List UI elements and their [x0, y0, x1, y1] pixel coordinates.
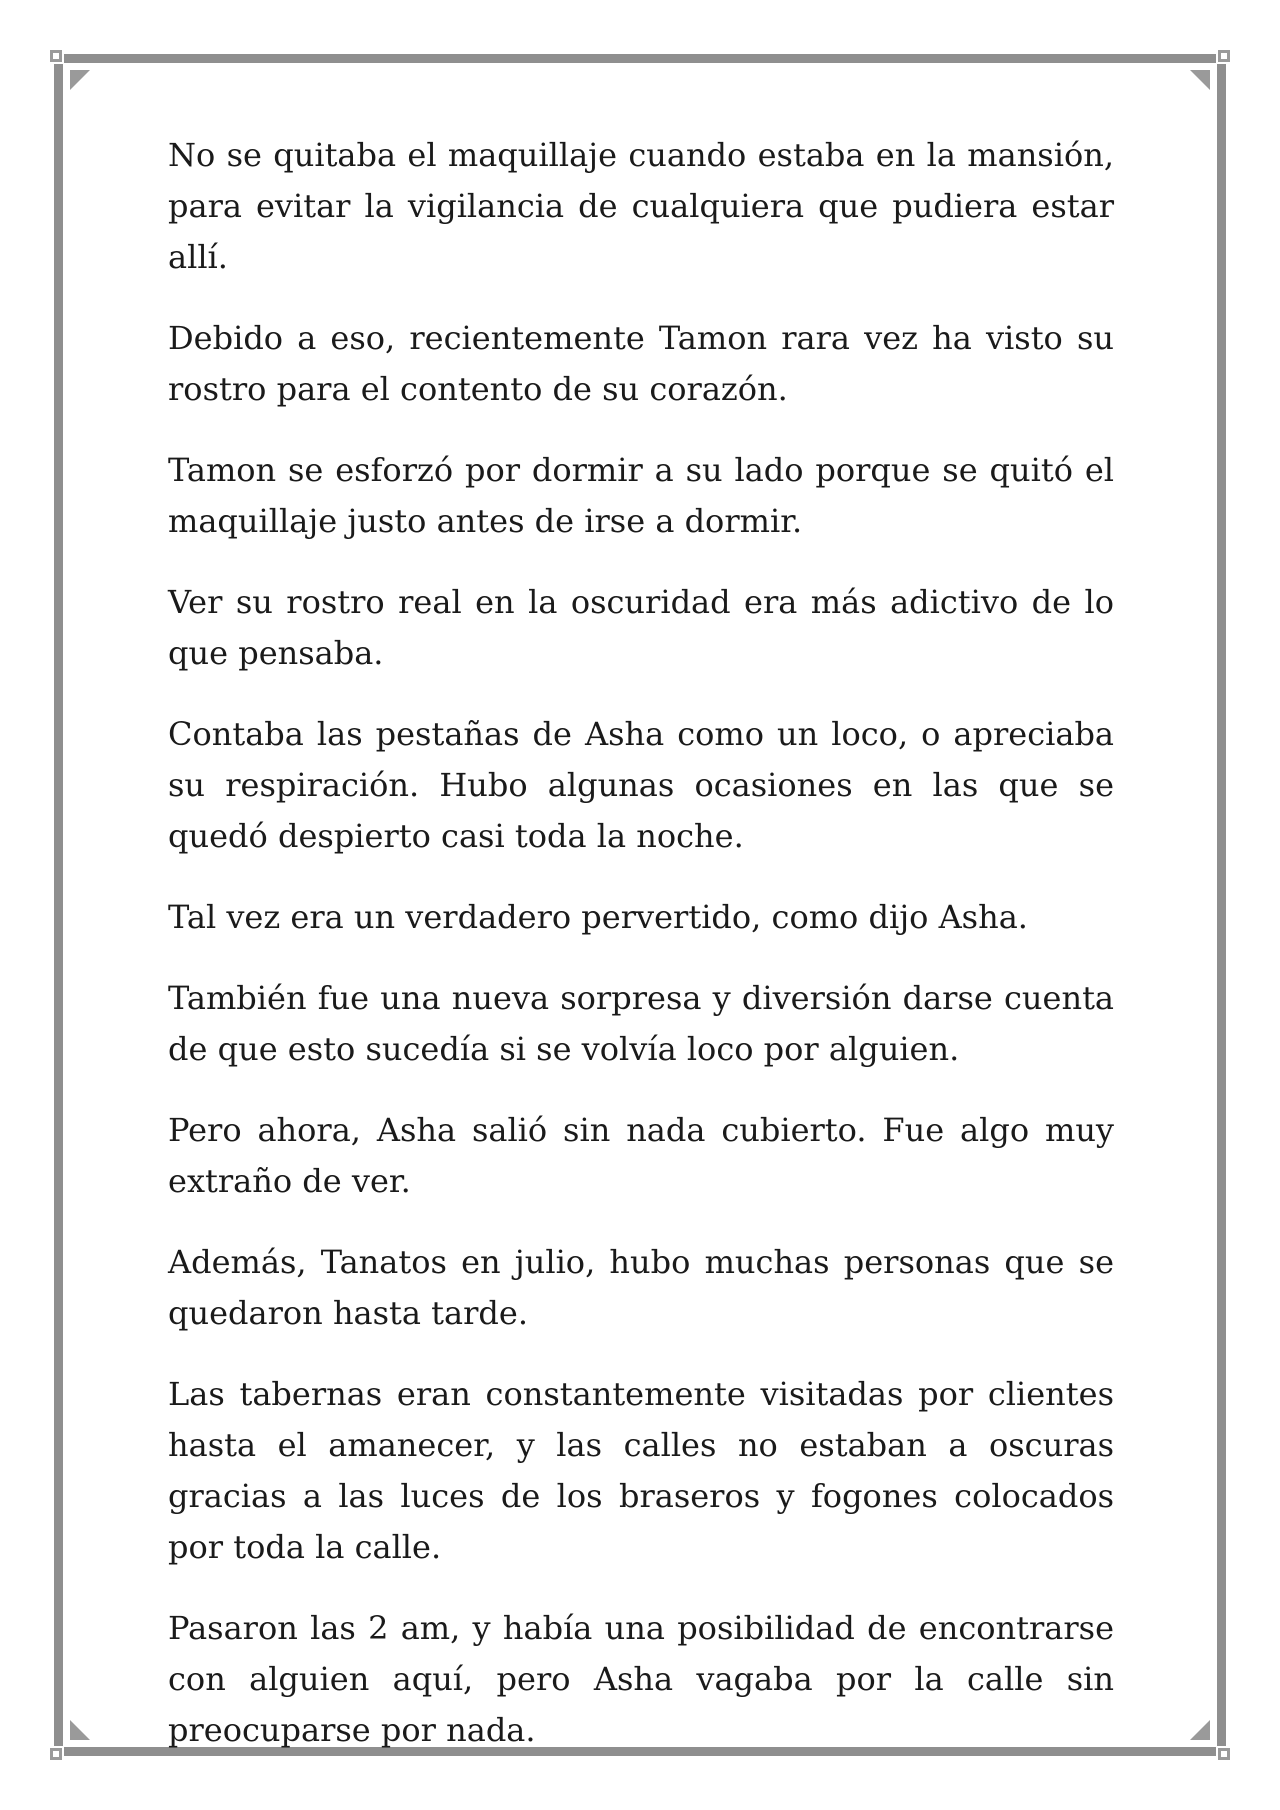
paragraph: También fue una nueva sorpresa y diversión darse cuenta de que esto sucedía si se volvía loco por alguien. [168, 979, 1114, 1068]
document-body [168, 130, 1114, 1786]
border-top [64, 54, 1216, 63]
paragraph: Pasaron las 2 am, y había una posibilidad de encontrarse con alguien aquí, pero Asha vagaba por la calle sin preocuparse por nada. [168, 1609, 1114, 1749]
corner-ornament-bottom-right [1218, 1748, 1230, 1760]
paragraph: Las tabernas eran constantemente visitadas por clientes hasta el amanecer, y las calles no estaban a oscuras gracias a las luces de los braseros y fogones colocados por toda la calle. [168, 1375, 1114, 1566]
corner-triangle-top-left [70, 70, 90, 90]
paragraph: Tamon se esforzó por dormir a su lado porque se quitó el maquillaje justo antes de irse a dormir. [168, 451, 1114, 540]
paragraph: Debido a eso, recientemente Tamon rara vez ha visto su rostro para el contento de su corazón. [168, 319, 1114, 408]
corner-triangle-bottom-left [70, 1720, 90, 1740]
border-left [54, 64, 63, 1746]
paragraph: No se quitaba el maquillaje cuando estaba en la mansión, para evitar la vigilancia de cualquiera que pudiera estar allí. [168, 136, 1114, 276]
paragraph: Ver su rostro real en la oscuridad era más adictivo de lo que pensaba. [168, 583, 1114, 672]
paragraph: Tal vez era un verdadero pervertido, como dijo Asha. [168, 898, 1028, 936]
corner-ornament-bottom-left [50, 1748, 62, 1760]
corner-ornament-top-right [1218, 50, 1230, 62]
paragraph: Además, Tanatos en julio, hubo muchas personas que se quedaron hasta tarde. [168, 1243, 1114, 1332]
corner-triangle-top-right [1190, 70, 1210, 90]
border-right [1217, 64, 1226, 1746]
paragraph: Pero ahora, Asha salió sin nada cubierto. Fue algo muy extraño de ver. [168, 1111, 1114, 1200]
paragraph: Contaba las pestañas de Asha como un loco, o apreciaba su respiración. Hubo algunas ocasiones en las que se quedó despierto casi toda la noche. [168, 715, 1114, 855]
corner-ornament-top-left [50, 50, 62, 62]
corner-triangle-bottom-right [1190, 1720, 1210, 1740]
